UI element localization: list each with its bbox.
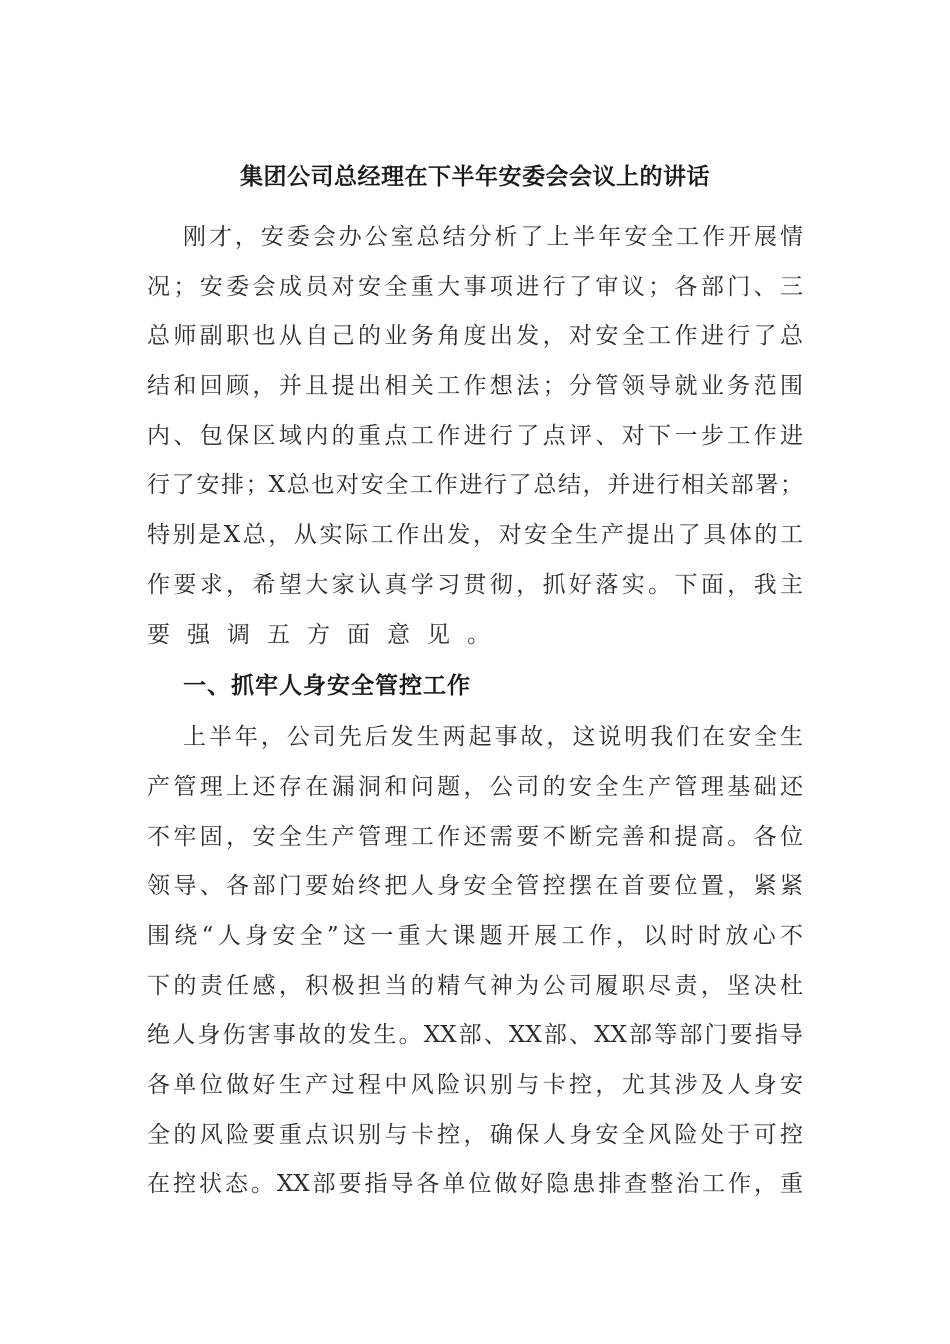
text-line: 结和回顾，并且提出相关工作想法；分管领导就业务范围 — [147, 373, 803, 400]
section-heading-1: 一、抓牢人身安全管控工作 — [183, 673, 471, 700]
text-line: 绝人身伤害事故的发生。XX部、XX部、XX部等部门要指导 — [147, 1022, 803, 1049]
text-line: 领导、各部门要始终把人身安全管控摆在首要位置，紧紧 — [147, 873, 803, 900]
paragraph-1 — [147, 213, 803, 660]
text-line: 特别是X总，从实际工作出发，对安全生产提出了具体的工 — [147, 522, 803, 549]
text-line: 内、包保区域内的重点工作进行了点评、对下一步工作进 — [147, 422, 803, 449]
text-line: 下的责任感，积极担当的精气神为公司履职尽责，坚决杜 — [147, 972, 803, 999]
text-line: 围绕“人身安全”这一重大课题开展工作，以时时放心不 — [147, 922, 803, 949]
text-line: 全的风险要重点识别与卡控，确保人身安全风险处于可控 — [147, 1121, 803, 1148]
text-line: 行了安排；X总也对安全工作进行了总结，并进行相关部署； — [147, 472, 803, 499]
text-line: 总师副职也从自己的业务角度出发，对安全工作进行了总 — [147, 323, 803, 350]
text-line: 刚才，安委会办公室总结分析了上半年安全工作开展情 — [183, 224, 803, 250]
text-line: 要强调五方面意见。 — [147, 621, 507, 648]
text-line: 不牢固，安全生产管理工作还需要不断完善和提高。各位 — [147, 823, 803, 850]
text-line: 产管理上还存在漏洞和问题，公司的安全生产管理基础还 — [147, 773, 803, 800]
document-body — [147, 213, 803, 1210]
text-line: 上半年，公司先后发生两起事故，这说明我们在安全生 — [183, 724, 803, 751]
paragraph-2 — [147, 713, 803, 1210]
text-line: 在控状态。XX部要指导各单位做好隐患排查整治工作，重 — [147, 1171, 803, 1198]
text-line: 况；安委会成员对安全重大事项进行了审议；各部门、三 — [147, 273, 803, 300]
text-line: 各单位做好生产过程中风险识别与卡控，尤其涉及人身安 — [147, 1072, 803, 1098]
document-title: 集团公司总经理在下半年安委会会议上的讲话 — [240, 164, 710, 190]
text-line: 作要求，希望大家认真学习贯彻，抓好落实。下面，我主 — [147, 571, 803, 598]
